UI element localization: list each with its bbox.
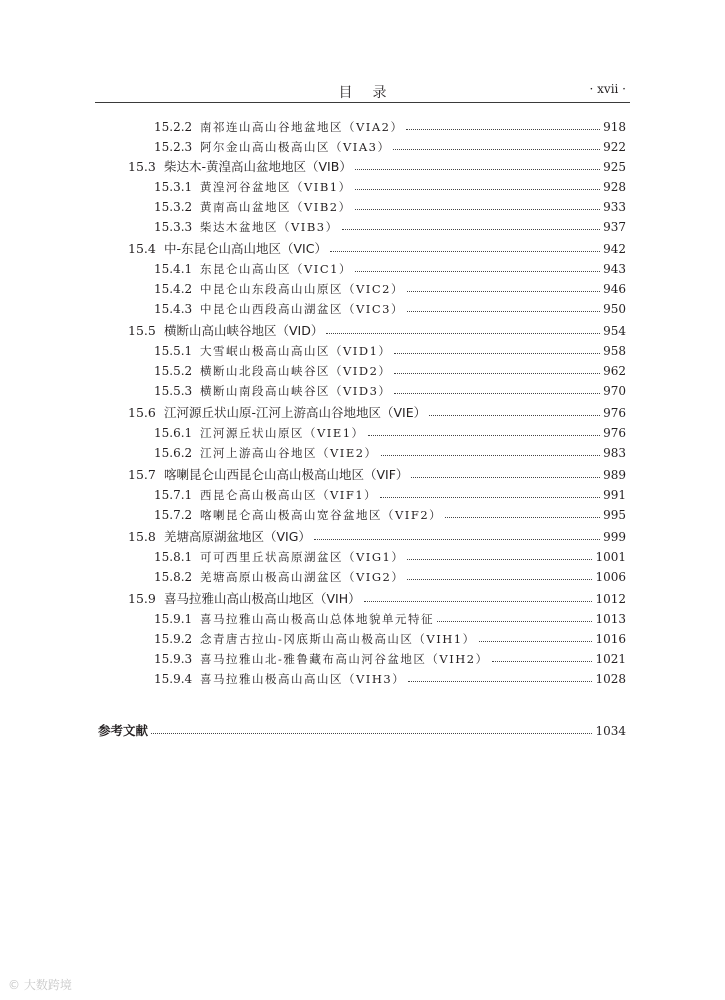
dot-leader — [394, 373, 600, 374]
toc-entry-number: 15.8.1 — [154, 550, 193, 564]
toc-entry-title: 中-东昆仑山高山地区（VIC） — [164, 241, 327, 256]
dot-leader — [151, 733, 592, 734]
dot-leader — [314, 539, 600, 540]
toc-entry-number: 15.3.3 — [154, 220, 193, 234]
toc-subsection-entry[interactable] — [154, 256, 626, 276]
dot-leader — [408, 681, 592, 682]
toc-entry-page: 1021 — [595, 652, 626, 666]
toc-subsection-entry[interactable] — [154, 194, 626, 214]
toc-entry-title: 横断山高山峡谷地区（VID） — [164, 323, 324, 338]
toc-entry-title: 黄南高山盆地区（VIB2） — [200, 200, 352, 214]
header-page-number: · xvii · — [589, 82, 626, 96]
toc-entry-number: 15.7 — [128, 467, 156, 482]
toc-entry-title: 参考文献 — [98, 723, 149, 738]
toc-entry-title: 念青唐古拉山-冈底斯山高山极高山区（VIH1） — [200, 632, 476, 646]
dot-leader — [407, 559, 592, 560]
toc-entry-number: 15.3 — [128, 159, 156, 174]
toc-entry-page: 950 — [603, 302, 626, 316]
dot-leader — [364, 601, 593, 602]
toc-entry-title: 南祁连山高山谷地盆地区（VIA2） — [200, 120, 404, 134]
toc-subsection-entry[interactable] — [154, 114, 626, 134]
toc-entry-page: 925 — [603, 160, 626, 174]
toc-entry-title: 羌塘高原湖盆地区（VIG） — [164, 529, 311, 544]
toc-entry-page: 970 — [603, 384, 626, 398]
dot-leader — [380, 497, 600, 498]
dot-leader — [411, 477, 600, 478]
toc-entry-page: 983 — [603, 446, 626, 460]
toc-entry-title: 柴达木-黄湟高山盆地地区（VIB） — [164, 159, 352, 174]
watermark: © 大数跨境 — [8, 978, 72, 992]
toc-entry-title: 江河源丘状山原区（VIE1） — [200, 426, 365, 440]
toc-entry-number: 15.5.3 — [154, 384, 193, 398]
toc-subsection-entry[interactable] — [154, 338, 626, 358]
toc-subsection-entry[interactable] — [154, 606, 626, 626]
toc-entry-number: 15.5.1 — [154, 344, 193, 358]
toc-subsection-entry[interactable] — [154, 626, 626, 646]
toc-section-entry[interactable] — [128, 318, 626, 338]
dot-leader — [342, 229, 600, 230]
toc-entry-number: 15.9.4 — [154, 672, 193, 686]
dot-leader — [406, 129, 600, 130]
toc-entry-number: 15.2.3 — [154, 140, 193, 154]
toc-entry-title: 喜马拉雅山北-雅鲁藏布高山河谷盆地区（VIH2） — [200, 652, 489, 666]
toc-entry-page: 1006 — [595, 570, 626, 584]
toc-entry-page: 1028 — [595, 672, 626, 686]
toc-section-entry[interactable] — [128, 400, 626, 420]
toc-entry-page: 1016 — [595, 632, 626, 646]
toc-entry-references[interactable] — [98, 718, 626, 738]
toc-entry-number: 15.3.1 — [154, 180, 193, 194]
toc-entry-title: 柴达木盆地区（VIB3） — [200, 220, 339, 234]
dot-leader — [330, 251, 600, 252]
toc-subsection-entry[interactable] — [154, 296, 626, 316]
toc-entry-page: 933 — [603, 200, 626, 214]
toc-entry-page: 989 — [603, 468, 626, 482]
toc-subsection-entry[interactable] — [154, 666, 626, 686]
toc-subsection-entry[interactable] — [154, 420, 626, 440]
toc-entry-title: 江河源丘状山原-江河上游高山谷地地区（VIE） — [164, 405, 427, 420]
toc-entry-page: 954 — [603, 324, 626, 338]
dot-leader — [355, 169, 600, 170]
toc-subsection-entry[interactable] — [154, 564, 626, 584]
toc-entry-number: 15.3.2 — [154, 200, 193, 214]
toc-entry-page: 1013 — [595, 612, 626, 626]
toc-entry-page: 958 — [603, 344, 626, 358]
toc-entry-title: 中昆仑山东段高山山原区（VIC2） — [200, 282, 404, 296]
toc-entry-page: 1034 — [595, 724, 626, 738]
toc-entry-page: 976 — [603, 426, 626, 440]
toc-subsection-entry[interactable] — [154, 378, 626, 398]
toc-subsection-entry[interactable] — [154, 134, 626, 154]
toc-entry-number: 15.8 — [128, 529, 156, 544]
toc-entry-page: 995 — [603, 508, 626, 522]
toc-entry-number: 15.4.3 — [154, 302, 193, 316]
toc-entry-page: 946 — [603, 282, 626, 296]
toc-entry-title: 大雪岷山极高山高山区（VID1） — [200, 344, 392, 358]
toc-subsection-entry[interactable] — [154, 276, 626, 296]
toc-entry-number: 15.9.3 — [154, 652, 193, 666]
dot-leader — [407, 291, 600, 292]
dot-leader — [355, 189, 600, 190]
dot-leader — [407, 579, 592, 580]
toc-entry-number: 15.6.2 — [154, 446, 193, 460]
toc-entry-title: 江河上游高山谷地区（VIE2） — [200, 446, 378, 460]
dot-leader — [368, 435, 601, 436]
toc-entry-number: 15.2.2 — [154, 120, 193, 134]
dot-leader — [479, 641, 593, 642]
toc-entry-title: 喀喇昆仑高山极高山宽谷盆地区（VIF2） — [200, 508, 443, 522]
dot-leader — [492, 661, 593, 662]
toc-entry-number: 15.4.2 — [154, 282, 193, 296]
toc-entry-number: 15.4 — [128, 241, 156, 256]
toc-entry-number: 15.5.2 — [154, 364, 193, 378]
toc-entry-page: 1001 — [595, 550, 626, 564]
toc-entry-number: 15.5 — [128, 323, 156, 338]
dot-leader — [393, 149, 600, 150]
toc-subsection-entry[interactable] — [154, 646, 626, 666]
toc-entry-number: 15.9.1 — [154, 612, 193, 626]
dot-leader — [355, 209, 600, 210]
toc-subsection-entry[interactable] — [154, 174, 626, 194]
toc-section-entry[interactable] — [128, 154, 626, 174]
toc-entry-number: 15.8.2 — [154, 570, 193, 584]
toc-subsection-entry[interactable] — [154, 358, 626, 378]
toc-subsection-entry[interactable] — [154, 440, 626, 460]
toc-entry-title: 喜马拉雅山高山极高山总体地貌单元特征 — [200, 612, 434, 626]
dot-leader — [445, 517, 600, 518]
toc-subsection-entry[interactable] — [154, 502, 626, 522]
toc-entry-number: 15.9 — [128, 591, 156, 606]
toc-entry-title: 喀喇昆仑山西昆仑山高山极高山地区（VIF） — [164, 467, 409, 482]
toc-entry-number: 15.6 — [128, 405, 156, 420]
toc-entry-page: 937 — [603, 220, 626, 234]
dot-leader — [394, 353, 600, 354]
toc-entry-title: 喜马拉雅山高山极高山地区（VIH） — [164, 591, 361, 606]
toc-entry-title: 黄湟河谷盆地区（VIB1） — [200, 180, 352, 194]
toc-entry-page: 928 — [603, 180, 626, 194]
dot-leader — [394, 393, 600, 394]
toc-entry-title: 东昆仑山高山区（VIC1） — [200, 262, 352, 276]
toc-entry-title: 羌塘高原山极高山湖盆区（VIG2） — [200, 570, 405, 584]
dot-leader — [429, 415, 600, 416]
toc-entry-page: 962 — [603, 364, 626, 378]
toc-entry-page: 918 — [603, 120, 626, 134]
dot-leader — [381, 455, 601, 456]
toc-entry-number: 15.9.2 — [154, 632, 193, 646]
toc-entry-number: 15.6.1 — [154, 426, 193, 440]
toc-entry-page: 999 — [603, 530, 626, 544]
toc-entry-page: 922 — [603, 140, 626, 154]
toc-entry-title: 中昆仑山西段高山湖盆区（VIC3） — [200, 302, 404, 316]
toc-subsection-entry[interactable] — [154, 544, 626, 564]
toc-entry-page: 991 — [603, 488, 626, 502]
toc-entry-title: 西昆仑高山极高山区（VIF1） — [200, 488, 378, 502]
dot-leader — [326, 333, 600, 334]
toc-entry-number: 15.7.1 — [154, 488, 193, 502]
toc-section-entry[interactable] — [128, 524, 626, 544]
toc-subsection-entry[interactable] — [154, 214, 626, 234]
toc-entry-title: 喜马拉雅山极高山高山区（VIH3） — [200, 672, 406, 686]
toc-entry-page: 942 — [603, 242, 626, 256]
toc-entry-page: 976 — [603, 406, 626, 420]
toc-entry-number: 15.4.1 — [154, 262, 193, 276]
toc-entry-title: 阿尔金山高山极高山区（VIA3） — [200, 140, 391, 154]
toc-entry-number: 15.7.2 — [154, 508, 193, 522]
dot-leader — [355, 271, 600, 272]
header-title: 目录 — [338, 85, 407, 101]
toc-entry-title: 横断山北段高山峡谷区（VID2） — [200, 364, 392, 378]
toc-section-entry[interactable] — [128, 462, 626, 482]
toc-section-entry[interactable] — [128, 586, 626, 606]
toc-section-entry[interactable] — [128, 236, 626, 256]
dot-leader — [437, 621, 592, 622]
toc-entry-title: 横断山南段高山峡谷区（VID3） — [200, 384, 392, 398]
toc-entry-page: 943 — [603, 262, 626, 276]
toc-subsection-entry[interactable] — [154, 482, 626, 502]
toc-entry-title: 可可西里丘状高原湖盆区（VIG1） — [200, 550, 405, 564]
toc-entry-page: 1012 — [595, 592, 626, 606]
dot-leader — [407, 311, 600, 312]
